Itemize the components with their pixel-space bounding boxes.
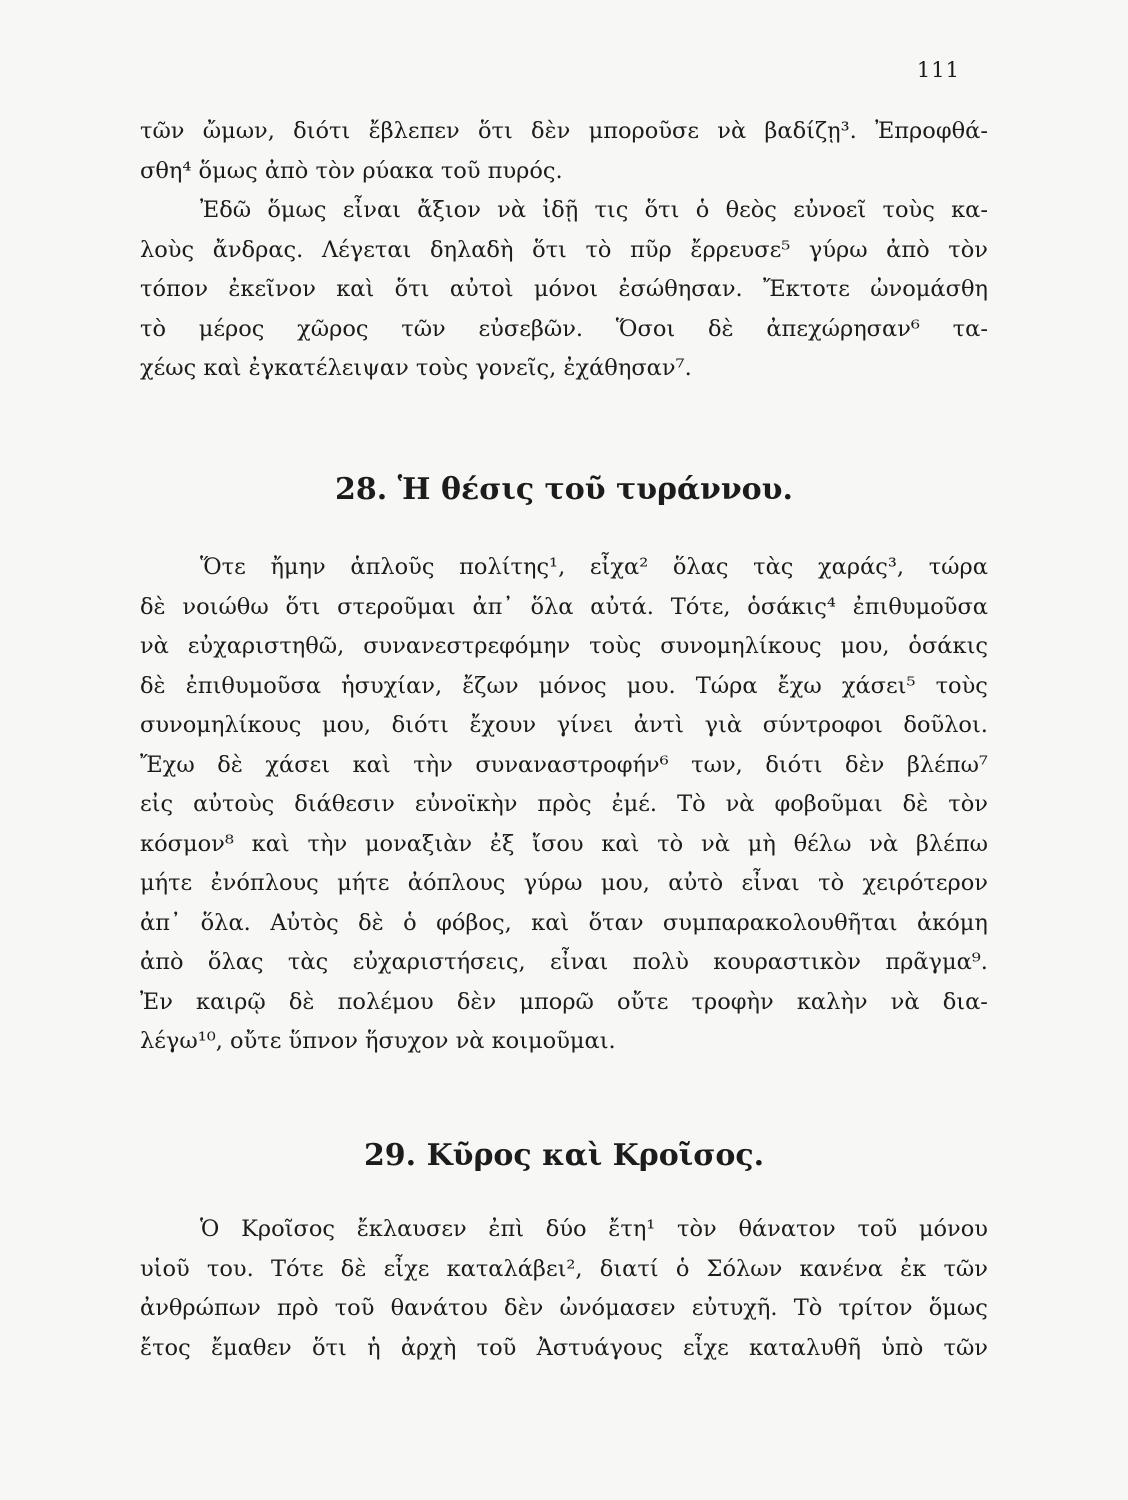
text-line: ἀπ᾽ ὅλα. Αὐτὸς δὲ ὁ φόβος, καὶ ὅταν συμπαρακολουθῆται ἀκόμη (140, 909, 988, 936)
text-line: τὸ μέρος χῶρος τῶν εὐσεβῶν. Ὅσοι δὲ ἀπεχώρησαν⁶ τα- (140, 315, 988, 342)
text-line: ἔτος ἔμαθεν ὅτι ἡ ἀρχὴ τοῦ Ἀστυάγους εἶχε καταλυθῆ ὑπὸ τῶν (140, 1334, 988, 1361)
text-line: Ὅτε ἤμην ἁπλοῦς πολίτης¹, εἶχα² ὅλας τὰς χαράς³, τώρα (200, 554, 988, 580)
text-line: υἱοῦ του. Τότε δὲ εἶχε καταλάβει², διατί ὁ Σόλων κανένα ἐκ τῶν (140, 1255, 988, 1282)
page-number: 111 (916, 58, 960, 82)
text-line: ἀπὸ ὅλας τὰς εὐχαριστήσεις, εἶναι πολὺ κουραστικὸν πρᾶγμα⁹. (140, 949, 988, 975)
text-line: δὲ νοιώθω ὅτι στεροῦμαι ἀπ᾽ ὅλα αὐτά. Τότε, ὁσάκις⁴ ἐπιθυμοῦσα (140, 593, 988, 620)
section-29-paragraph (140, 1210, 988, 1368)
text-line: τόπον ἐκεῖνον καὶ ὅτι αὐτοὶ μόνοι ἐσώθησαν. Ἔκτοτε ὠνομάσθη (140, 276, 988, 302)
section-heading-29: 29. Κῦρος καὶ Κροῖσος. (363, 1138, 765, 1173)
text-line: Ἐν καιρῷ δὲ πολέμου δὲν μπορῶ οὔτε τροφὴν καλὴν νὰ δια- (140, 988, 988, 1015)
text-line: λέγω¹⁰, οὔτε ὕπνον ἥσυχον νὰ κοιμοῦμαι. (140, 1028, 616, 1054)
text-line: λοὺς ἄνδρας. Λέγεται δηλαδὴ ὅτι τὸ πῦρ ἔρρευσε⁵ γύρω ἀπὸ τὸν (140, 236, 988, 263)
text-line: νὰ εὐχαριστηθῶ, συνανεστρεφόμην τοὺς συνομηλίκους μου, ὁσάκις (140, 633, 988, 659)
text-line: σθη⁴ ὅμως ἀπὸ τὸν ρύακα τοῦ πυρός. (140, 157, 563, 184)
text-line: εἰς αὐτοὺς διάθεσιν εὐνοϊκὴν πρὸς ἐμέ. Τὸ νὰ φοβοῦμαι δὲ τὸν (140, 791, 988, 817)
section-28-paragraph (140, 548, 988, 1062)
section-heading-28: 28. Ἡ θέσις τοῦ τυράννου. (335, 472, 793, 507)
intro-paragraph (140, 112, 988, 389)
text-line: ἀνθρώπων πρὸ τοῦ θανάτου δὲν ὠνόμασεν εὐτυχῆ. Τὸ τρίτον ὅμως (140, 1295, 988, 1321)
text-line: δὲ ἐπιθυμοῦσα ἡσυχίαν, ἔζων μόνος μου. Τώρα ἔχω χάσει⁵ τοὺς (140, 672, 988, 699)
text-line: τῶν ὤμων, διότι ἔβλεπεν ὅτι δὲν μποροῦσε νὰ βαδίζῃ³. Ἐπροφθά- (140, 118, 988, 144)
text-line: χέως καὶ ἐγκατέλειψαν τοὺς γονεῖς, ἐχάθησαν⁷. (140, 355, 692, 381)
text-line: Ἔχω δὲ χάσει καὶ τὴν συναναστροφήν⁶ των, διότι δὲν βλέπω⁷ (140, 751, 988, 778)
text-line: κόσμον⁸ καὶ τὴν μοναξιὰν ἐξ ἴσου καὶ τὸ νὰ μὴ θέλω νὰ βλέπω (140, 830, 988, 857)
text-line: μήτε ἐνόπλους μήτε ἀόπλους γύρω μου, αὐτὸ εἶναι τὸ χειρότερον (140, 870, 988, 896)
text-line: Ὁ Κροῖσος ἔκλαυσεν ἐπὶ δύο ἔτη¹ τὸν θάνατον τοῦ μόνου (200, 1216, 988, 1242)
text-line: συνομηλίκους μου, διότι ἔχουν γίνει ἀντὶ γιὰ σύντροφοι δοῦλοι. (140, 712, 988, 738)
text-line: Ἐδῶ ὅμως εἶναι ἄξιον νὰ ἰδῇ τις ὅτι ὁ θεὸς εὐνοεῖ τοὺς κα- (200, 197, 988, 223)
